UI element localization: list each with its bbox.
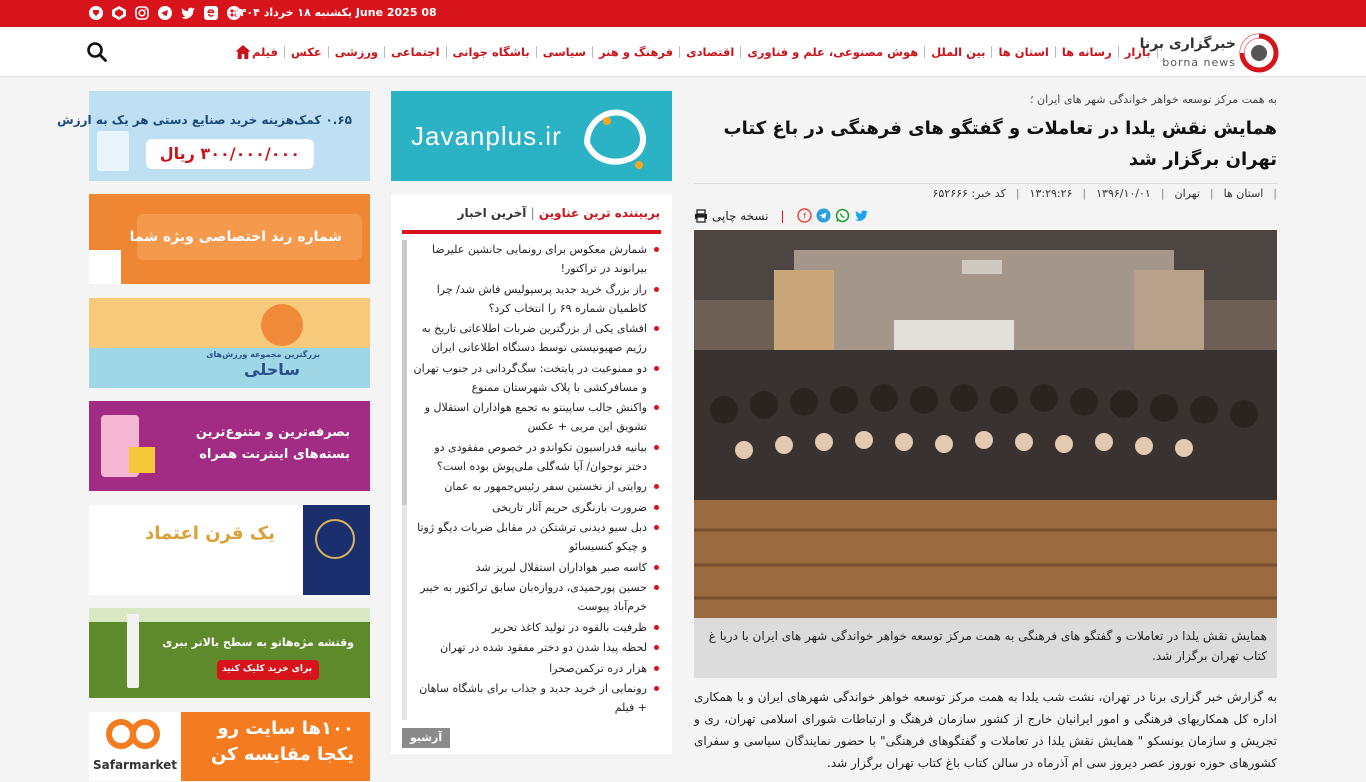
ad-banner-beach[interactable]	[89, 298, 370, 388]
tab-latest-news[interactable]: آخرین اخبار	[457, 206, 527, 220]
tab-most-viewed[interactable]: پربیننده ترین عناوین	[538, 206, 660, 220]
svg-text:f: f	[802, 211, 806, 221]
whatsapp-share-icon[interactable]	[835, 208, 850, 223]
javan-logo-icon	[577, 99, 661, 173]
javan-url: Javanplus.ir	[411, 121, 562, 151]
safarmarket-logo-icon	[103, 718, 163, 750]
ad-banner-handicrafts[interactable]	[57, 91, 370, 181]
top-bar	[0, 0, 1366, 27]
article-kicker: به همت مرکز توسعه خواهر خواندگی شهر های ایران ؛	[1030, 93, 1277, 106]
meta-separator: |	[1015, 187, 1020, 200]
logo-title: خبرگزاری برنا	[1139, 36, 1236, 52]
nav-item-photo[interactable]: عکس	[291, 45, 335, 59]
meta-date: ۱۳۹۶/۱۰/۰۱	[1096, 187, 1151, 200]
nav-item-sports[interactable]: ورزشی	[335, 45, 391, 59]
telegram-icon[interactable]	[157, 5, 173, 21]
meta-separator: |	[1273, 187, 1277, 200]
ad-banner-internet[interactable]	[89, 401, 370, 491]
nav-item-social[interactable]: اجتماعی	[391, 45, 452, 59]
ad-text: شماره رند اختصاصی ویژه شما	[129, 229, 342, 245]
meta-time: ۱۳:۲۹:۲۶	[1029, 187, 1073, 200]
mascara-icon	[127, 614, 139, 688]
news-box	[391, 194, 672, 754]
ad-banner-mascara[interactable]	[89, 608, 370, 698]
ad-banner-javanplus[interactable]	[391, 91, 672, 181]
list-item[interactable]: افشای یکی از بزرگترین ضربات اطلاعاتی تاریخ به رژیم صهیونیستی توسط دستگاه اطلاعاتی ایران	[411, 319, 661, 357]
meta-separator: |	[1209, 187, 1214, 200]
ad-text-large: ساحلی	[244, 360, 300, 379]
social-links	[88, 5, 242, 21]
article-photo	[694, 230, 1277, 618]
list-item[interactable]: ضرورت بازنگری حریم آثار تاریخی	[411, 498, 661, 517]
ad-banner-bank[interactable]	[89, 505, 370, 595]
ad-years: ۱۴۰۴-۱۳۰۴	[99, 573, 142, 582]
ad-card-image	[97, 131, 129, 171]
ad-text: بصرفه‌ترین و متنوع‌ترین	[195, 425, 350, 440]
photo-caption: همایش نقش یلدا در تعاملات و گفتگو های فرهنگی به همت مرکز توسعه خواهر خواندگی شهر های ایران با دربا غ کتاب تهران برگزار شد.	[694, 618, 1277, 678]
main-nav	[228, 43, 1151, 61]
meta-city[interactable]: تهران	[1174, 187, 1200, 200]
news-list	[411, 240, 661, 719]
twitter-share-icon[interactable]	[854, 208, 869, 223]
nav-item-provinces[interactable]: استان ها	[998, 45, 1061, 59]
ad-banner-shatel[interactable]	[89, 194, 370, 284]
article-title: همایش نقش یلدا در تعاملات و گفتگو های فرهنگی در باغ کتاب تهران برگزار شد	[723, 118, 1277, 170]
list-item[interactable]: روایتی از نخستین سفر رئیس‌جمهور به عمان	[411, 477, 661, 496]
article-body: به گزارش خبر گزاری برنا در تهران، نشت شب یلدا به همت مرکز توسعه خواهر خواندگی شهرهای ایران و با همکاری اداره کل همکاریهای فرهنگی و امور ایرانیان خارج از کشور سازمان فرهنگ و ارتباطات شورای اسلامی تهران، ری و تجریش و سازمان یونسکو " همایش نقش یلدا در تعاملات و گفتگوهای فرهنگی" با حضور نمایندگان سیاسی و سفرای کشورهای حوزه نوروز عصر دیروز سی ام آذرماه در سالن کتاب باغ کتاب تهران برگزار شد.	[694, 690, 1277, 770]
archive-button[interactable]: آرشیو	[402, 728, 450, 748]
nav-item-ai-science[interactable]: هوش مصنوعی، علم و فناوری	[747, 45, 931, 59]
nav-item-market[interactable]: بازار	[1125, 45, 1164, 59]
main-header	[0, 27, 1366, 77]
nav-item-culture[interactable]: فرهنگ و هنر	[599, 45, 686, 59]
ad-text: وقتشه مژه‌هاتو به سطح بالاتر ببری	[162, 636, 354, 649]
ad-text: ۱۰۰ها سایت رو	[217, 718, 354, 739]
meta-news-code: کد خبر: ۶۵۲۶۶۶	[932, 187, 1006, 200]
telegram-share-icon[interactable]	[816, 208, 831, 223]
list-item[interactable]: لحظه پیدا شدن دو دختر مفقود شده در تهران	[411, 638, 661, 657]
list-item[interactable]: شمارش معکوس برای رونمایی جانشین علیرضا بیرانوند در تراکتور!	[411, 240, 661, 278]
list-item[interactable]: هزار دره ترکمن‌صحرا	[411, 659, 661, 678]
nav-item-media[interactable]: رسانه ها	[1062, 45, 1125, 59]
print-button[interactable]	[694, 209, 768, 223]
ad-brand: Safarmarket	[93, 758, 178, 772]
logo-subtitle: borna news	[1162, 56, 1236, 69]
ad-text-2: یکجا مقایسه کن	[210, 744, 354, 765]
list-item[interactable]: ظرفیت بالقوه در تولید کاغذ تحریر	[411, 618, 661, 637]
ad-text-2: بسته‌های اینترنت همراه	[199, 447, 350, 462]
date-label: یکشنبه ۱۸ خرداد ۱۴۰۴ June 2025 08	[233, 6, 437, 19]
print-label: نسخه چاپی	[712, 208, 769, 223]
group-photo-image	[694, 230, 1277, 618]
ball-icon	[261, 304, 303, 346]
rubika-icon[interactable]	[111, 5, 127, 21]
list-item[interactable]: دبل سیو دیدنی ترشتکن در مقابل ضربات دیگو ژوتا و چیکو کنسیسائو	[411, 518, 661, 556]
news-scrollbar[interactable]	[402, 240, 407, 720]
print-icon	[694, 209, 708, 223]
ad-text: بزرگترین مجموعه ورزش‌های	[206, 350, 320, 359]
list-item[interactable]: حسین پورحمیدی، دروازه‌بان سابق تراکتور به خیبر خرم‌آباد پیوست	[411, 578, 661, 616]
meta-separator: |	[1082, 187, 1087, 200]
nav-item-youth-club[interactable]: باشگاه جوانی	[453, 45, 543, 59]
bale-icon[interactable]	[88, 5, 104, 21]
ad-text: ۰.۶۵ کمک‌هزینه خرید صنایع دستی هر یک به ارزش	[57, 113, 352, 127]
meta-separator: |	[1160, 187, 1165, 200]
news-tabs	[458, 206, 660, 220]
nav-item-economy[interactable]: اقتصادی	[686, 45, 747, 59]
list-item[interactable]: بیانیه فدراسیون تکواندو در خصوص مفقودی دو دختر نوجوان/ آیا شه‌گلی ملی‌پوش بوده است؟	[411, 438, 661, 476]
scrollbar-thumb[interactable]	[402, 240, 407, 505]
instagram-icon[interactable]	[134, 5, 150, 21]
tabs-underline	[402, 230, 661, 234]
list-item[interactable]: رونمایی از خرید جدید و جذاب برای باشگاه ساهان + فیلم	[411, 679, 661, 717]
nav-item-politics[interactable]: سیاسی	[543, 45, 599, 59]
list-item[interactable]: واکنش جالب ساپینتو به تجمع هواداران استقلال و تشویق این مربی + عکس	[411, 398, 661, 436]
list-item[interactable]: راز بزرگ خرید جدید پرسپولیس فاش شد/ چرا کاظمیان شماره ۶۹ را انتخاب کرد؟	[411, 280, 661, 318]
tab-separator: |	[530, 206, 535, 220]
meta-section[interactable]: استان ها	[1223, 187, 1264, 200]
share-separator: |	[780, 208, 785, 223]
cube-icon	[129, 447, 155, 473]
site-logo[interactable]	[1128, 32, 1278, 74]
meta-divider	[694, 183, 1277, 184]
ad-text: یک قرن اعتماد	[145, 523, 275, 544]
eitaa-icon[interactable]	[203, 5, 219, 21]
list-item[interactable]: دو ممنوعیت در پایتخت: سگ‌گردانی در جنوب تهران و مسافرکشی با پلاک شهرستان ممنوع	[411, 359, 661, 397]
fanap-share-icon[interactable]	[797, 208, 812, 223]
share-bar	[694, 208, 869, 223]
shatel-logo-icon	[89, 250, 121, 284]
search-icon[interactable]	[86, 41, 108, 63]
home-icon[interactable]	[234, 43, 252, 61]
borna-logo-icon	[1240, 34, 1278, 72]
buy-button-label: برای خرید کلیک کنید	[222, 664, 312, 674]
nav-item-international[interactable]: بین الملل	[931, 45, 998, 59]
nav-item-film[interactable]: فیلم	[252, 45, 291, 59]
list-item[interactable]: کاسه صبر هواداران استقلال لبریز شد	[411, 558, 661, 577]
ad-banner-safarmarket[interactable]	[89, 712, 370, 781]
twitter-icon[interactable]	[180, 5, 196, 21]
ad-price: ۳۰۰/۰۰۰/۰۰۰ ریال	[159, 144, 300, 163]
article-meta	[932, 187, 1277, 200]
bank-logo-icon	[315, 519, 355, 559]
